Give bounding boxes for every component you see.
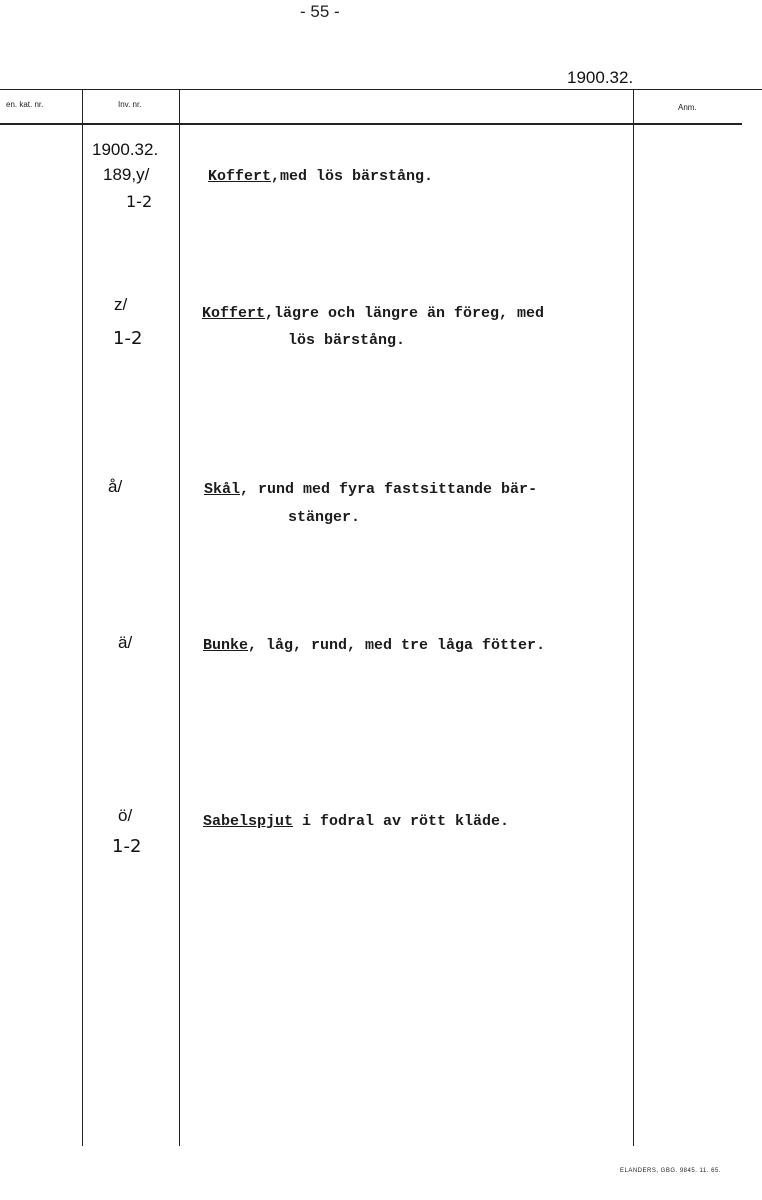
column-rule-kat [82, 90, 83, 1146]
entry-term: Koffert [208, 168, 272, 185]
inv-number: ö/ [118, 806, 133, 825]
entry-description [208, 168, 433, 185]
entry-description [203, 813, 509, 830]
entry-description [204, 481, 537, 498]
entry-description [203, 637, 545, 654]
entry-description-continued: stänger. [288, 509, 361, 526]
entry-text: i fodral av rött kläde. [293, 813, 510, 830]
header-bottom-rule [0, 123, 742, 125]
column-rule-inv [179, 90, 180, 1146]
inv-number: ä/ [118, 633, 133, 652]
entry-text: ,lägre och längre än föreg, med [265, 305, 545, 322]
page-number: - 55 - [300, 2, 340, 21]
entry-term: Koffert [202, 305, 266, 322]
header-kat-nr: en. kat. nr. [6, 100, 44, 109]
header-inv-nr: Inv. nr. [118, 100, 142, 109]
header-top-rule [0, 89, 762, 90]
entry-description [202, 305, 544, 322]
inv-count: 1-2 [126, 192, 153, 211]
inv-accession: 1900.32. [92, 140, 159, 159]
entry-term: Skål [204, 481, 241, 498]
entry-description-continued: lös bärstång. [288, 332, 406, 349]
header-anm: Anm. [678, 103, 697, 112]
column-rule-anm [633, 90, 634, 1146]
inv-number: 189,y/ [103, 165, 150, 184]
inv-number: å/ [108, 477, 123, 496]
entry-text: , rund med fyra fastsittande bär- [240, 481, 538, 498]
inv-count: 1-2 [112, 836, 142, 857]
entry-text: , låg, rund, med tre låga fötter. [248, 637, 546, 654]
entry-text: ,med lös bärstång. [271, 168, 434, 185]
accession-number: 1900.32. [567, 68, 634, 87]
inv-count: 1-2 [113, 328, 143, 349]
inv-number: z/ [114, 295, 128, 314]
printer-mark: ELANDERS, GBG. 9845. 11. 65. [620, 1168, 721, 1174]
entry-term: Sabelspjut [203, 813, 294, 830]
entry-term: Bunke [203, 637, 249, 654]
